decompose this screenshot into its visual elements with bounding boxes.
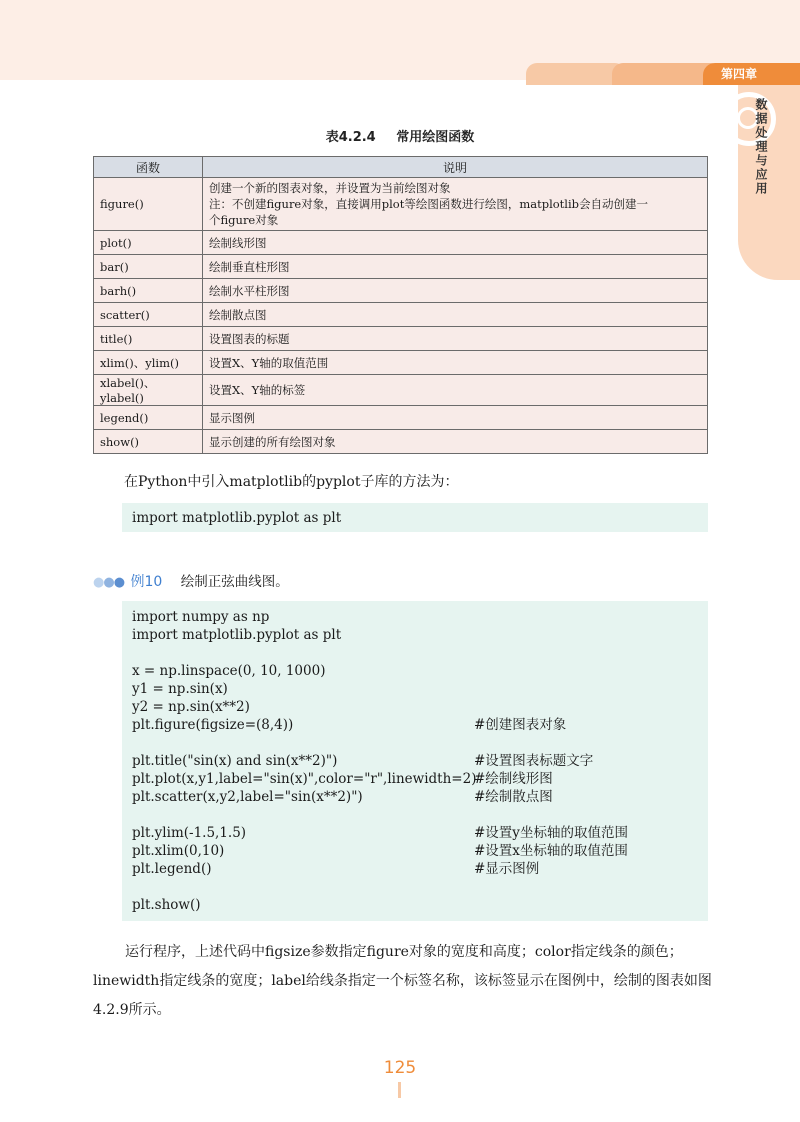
table-caption-title: 常用绘图函数 — [396, 130, 475, 145]
code-line: import matplotlib.pyplot as plt — [132, 627, 342, 643]
code-comment: #显示图例 — [474, 861, 540, 877]
code-line: x = np.linspace(0, 10, 1000) — [132, 663, 326, 679]
table-row — [94, 406, 708, 430]
page-mark-decoration — [398, 1082, 401, 1098]
table-row — [94, 178, 708, 231]
example-heading — [93, 570, 289, 591]
code-line: plt.scatter(x,y2,label="sin(x**2)") #绘制散点图 — [132, 789, 553, 805]
function-description: 设置图表的标题 — [203, 327, 708, 351]
code-line — [132, 644, 698, 662]
chapter-tab: 第四章 — [703, 63, 800, 85]
example-code-block — [122, 601, 708, 921]
function-description: 绘制水平柱形图 — [203, 279, 708, 303]
code-comment: #创建图表对象 — [474, 717, 567, 733]
function-description: 设置X、Y轴的取值范围 — [203, 351, 708, 375]
function-description — [203, 178, 708, 231]
description-line: 个figure对象 — [209, 213, 279, 227]
function-description: 绘制垂直柱形图 — [203, 255, 708, 279]
function-name: barh() — [94, 279, 203, 303]
function-description: 绘制散点图 — [203, 303, 708, 327]
intro-paragraph: 在Python中引入matplotlib的pyplot子库的方法为： — [124, 474, 459, 490]
example-title: 绘制正弦曲线图。 — [180, 574, 289, 590]
table-caption-number: 表4.2.4 — [325, 130, 376, 145]
code-comment: #设置x坐标轴的取值范围 — [474, 843, 628, 859]
code-line: plt.legend() #显示图例 — [132, 861, 540, 877]
code-line: plt.xlim(0,10) #设置x坐标轴的取值范围 — [132, 843, 628, 859]
code-line: plt.title("sin(x) and sin(x**2)") #设置图表标题文字 — [132, 753, 594, 769]
function-name: title() — [94, 327, 203, 351]
function-description: 显示图例 — [203, 406, 708, 430]
functions-table — [93, 156, 708, 454]
code-comment: #绘制散点图 — [474, 789, 553, 805]
code-line — [132, 734, 698, 752]
code-line — [132, 806, 698, 824]
code-line: y1 = np.sin(x) — [132, 681, 228, 697]
code-line: import numpy as np — [132, 609, 270, 625]
function-name: plot() — [94, 231, 203, 255]
table-caption — [0, 126, 800, 145]
code-line: plt.ylim(-1.5,1.5) #设置y坐标轴的取值范围 — [132, 825, 628, 841]
table-row — [94, 375, 708, 406]
function-name: xlim()、ylim() — [94, 351, 203, 375]
table-header-row — [94, 157, 708, 178]
import-code-block — [122, 503, 708, 532]
function-name: xlabel()、ylabel() — [94, 375, 203, 406]
page-number: 125 — [383, 1058, 417, 1078]
code-comment: #设置图表标题文字 — [474, 753, 594, 769]
code-line: import matplotlib.pyplot as plt — [132, 510, 342, 526]
example-label: 例10 — [130, 574, 163, 590]
column-header-function: 函数 — [94, 157, 203, 178]
code-line: plt.figure(figsize=(8,4)) #创建图表对象 — [132, 717, 567, 733]
code-line — [132, 878, 698, 896]
outro-paragraph: 运行程序，上述代码中figsize参数指定figure对象的宽度和高度；color指定线条的颜色；linewidth指定线条的宽度；label给线条指定一个标签名称，该标签显示在图例中，绘制的图表如图4.2.9所示。 — [93, 944, 712, 1018]
code-comment: #绘制线形图 — [474, 771, 553, 787]
function-name: figure() — [94, 178, 203, 231]
function-name: legend() — [94, 406, 203, 430]
header-tab-decoration — [526, 63, 626, 85]
function-name: show() — [94, 430, 203, 454]
table-row — [94, 327, 708, 351]
function-description: 显示创建的所有绘图对象 — [203, 430, 708, 454]
table-row — [94, 255, 708, 279]
table-row — [94, 279, 708, 303]
code-comment: #设置y坐标轴的取值范围 — [474, 825, 628, 841]
description-line: 创建一个新的图表对象，并设置为当前绘图对象 — [209, 181, 451, 195]
code-line: plt.show() — [132, 897, 201, 913]
table-row — [94, 231, 708, 255]
table-row — [94, 351, 708, 375]
function-description: 设置X、Y轴的标签 — [203, 375, 708, 406]
side-section-title: 数据处理与应用 — [754, 98, 768, 196]
code-line: y2 = np.sin(x**2) — [132, 699, 250, 715]
code-line: plt.plot(x,y1,label="sin(x)",color="r",linewidth=2) #绘制线形图 — [132, 771, 553, 787]
table-row — [94, 303, 708, 327]
function-name: scatter() — [94, 303, 203, 327]
function-name: bar() — [94, 255, 203, 279]
bullet-dots-icon: ●●● — [93, 575, 125, 590]
function-description: 绘制线形图 — [203, 231, 708, 255]
table-row — [94, 430, 708, 454]
description-line: 注：不创建figure对象，直接调用plot等绘图函数进行绘图，matplotlib会自动创建一 — [209, 197, 649, 211]
column-header-description: 说明 — [203, 157, 708, 178]
